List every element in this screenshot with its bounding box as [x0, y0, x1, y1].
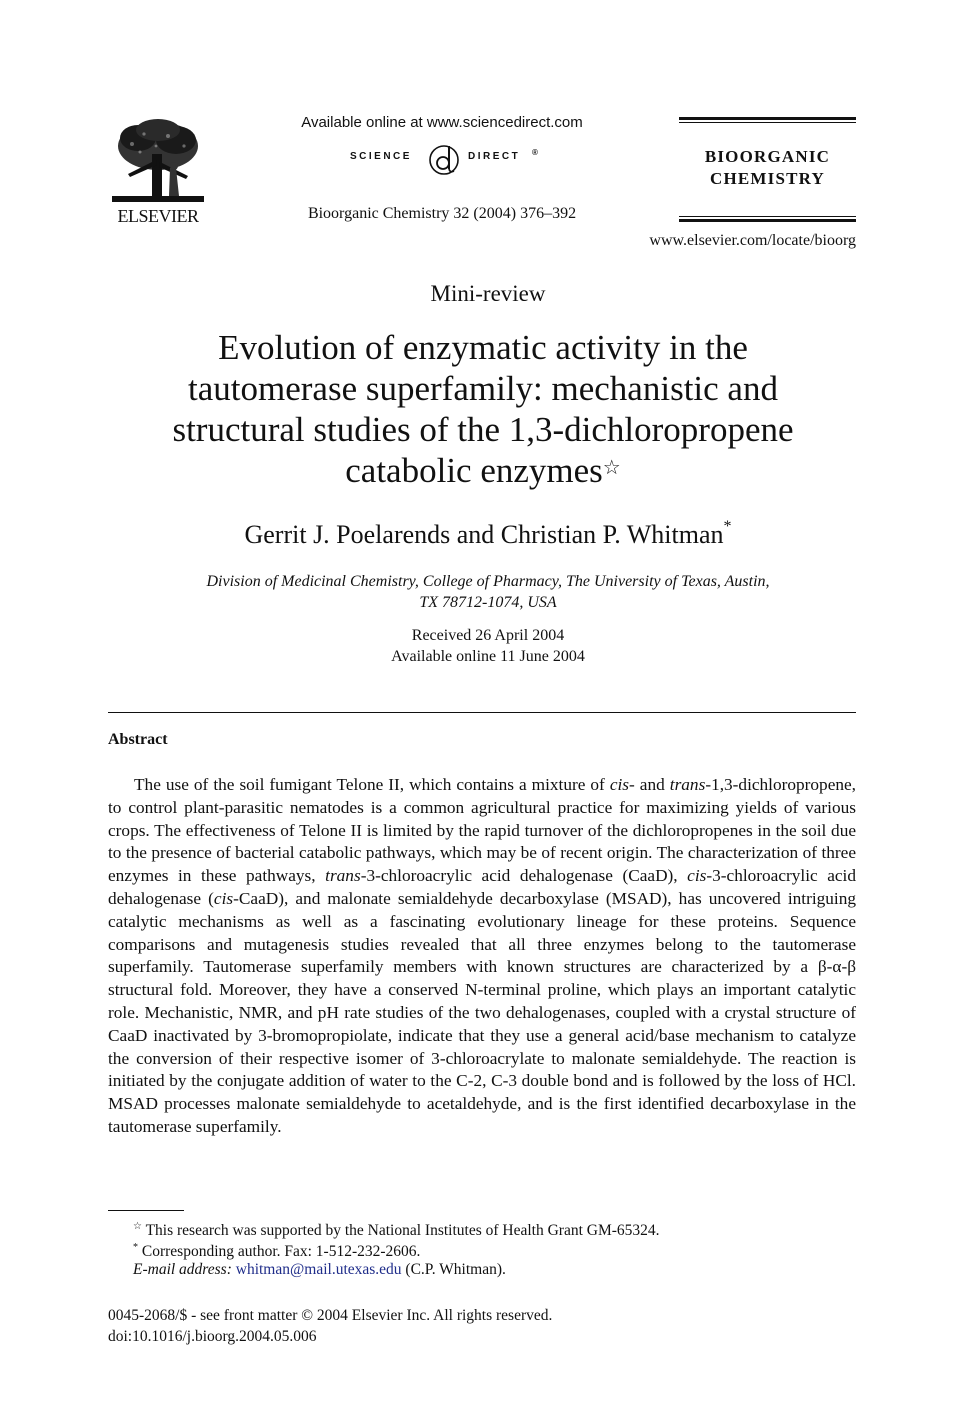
email-label: E-mail address:: [133, 1261, 232, 1278]
title-line: structural studies of the 1,3-dichloropropene: [172, 410, 794, 449]
journal-brand-line2: CHEMISTRY: [709, 169, 826, 188]
affiliation-line2: TX 78712-1074, USA: [419, 594, 557, 611]
sciencedirect-left-word: SCIENCE: [350, 151, 412, 162]
received-date: Received 26 April 2004: [411, 627, 565, 644]
email-link[interactable]: whitman@mail.utexas.edu: [235, 1261, 402, 1278]
sciencedirect-logo: [330, 138, 550, 178]
article-type: Mini-review: [430, 281, 546, 306]
title-line: Evolution of enzymatic activity in the: [218, 328, 748, 367]
footnote-star-icon: ☆: [133, 1221, 142, 1232]
availability-line[interactable]: Available online at www.sciencedirect.com: [301, 114, 583, 131]
registered-mark: ®: [532, 148, 538, 157]
copyright-block: [108, 1305, 856, 1347]
affiliation: [120, 571, 856, 613]
copyright-line: 0045-2068/$ - see front matter © 2004 Elsevier Inc. All rights reserved.: [108, 1307, 553, 1324]
corresponding-author-mark[interactable]: *: [723, 518, 732, 535]
brand-bottom-rule: [679, 219, 856, 222]
sciencedirect-d-icon: [426, 140, 464, 183]
author-list: [0, 520, 976, 550]
footnote-asterisk-mark: *: [133, 1242, 138, 1253]
abstract-heading: Abstract: [108, 731, 168, 748]
footnote-rule: [108, 1210, 184, 1211]
title-line: catabolic enzymes: [345, 451, 603, 490]
abstract-body: The use of the soil fumigant Telone II, which contains a mixture of cis- and trans-1,3-dichloropropene, to control plant-parasitic nematodes is a common agricultural practice for maximizing yields of various crops. The effectiveness of Telone II is limited by the rapid turnover of the dichloropropenes in the soil due to the presence of bacterial catabolic pathways, which may be of recent origin. The characterization of three enzymes in these pathways, trans-3-chloroacrylic acid dehalogenase (CaaD), cis-3-chloroacrylic acid dehalogenase (cis-CaaD), and malonate semialdehyde decarboxylase (MSAD), has uncovered intriguing catalytic mechanisms as well as a fascinating evolutionary lineage for these proteins. Sequence comparisons and mutagenesis studies revealed that all three enzymes belong to the tautomerase superfamily. Tautomerase superfamily members with known structures are characterized by a β-α-β structural fold. Moreover, they have a conserved N-terminal proline, which plays an important catalytic role. Mechanistic, NMR, and pH rate studies of the two dehalogenases, coupled with a crystal structure of CaaD inactivated by 3-bromopropiolate, indicate that they use a general acid/base mechanism to catalyze the conversion of their respective isomer of 3-chloroacrylate to malonate semialdehyde. The reaction is initiated by the conjugate addition of water to the C-2, C-3 double bond and is followed by the loss of HCl. MSAD processes malonate semialdehyde to acetaldehyde, and is the first identified decarboxylase in the tautomerase superfamily.: [108, 775, 857, 1136]
sciencedirect-right-word: DIRECT: [468, 151, 521, 162]
authors: Gerrit J. Poelarends and Christian P. Whitman: [244, 520, 724, 549]
title-line: tautomerase superfamily: mechanistic and: [188, 369, 778, 408]
journal-brand-line1: BIOORGANIC: [704, 147, 831, 166]
journal-brand: [679, 146, 856, 190]
footnote-corresponding: * Corresponding author. Fax: 1-512-232-2606.: [133, 1242, 421, 1261]
available-online-date: Available online 11 June 2004: [391, 648, 585, 665]
footnote-funding: ☆ This research was supported by the National Institutes of Health Grant GM-65324.: [133, 1221, 660, 1240]
email-owner: (C.P. Whitman).: [405, 1261, 506, 1278]
article-title: [130, 327, 836, 491]
brand-bottom-rule-thin: [679, 216, 856, 217]
article-dates: [0, 625, 976, 667]
journal-reference: Bioorganic Chemistry 32 (2004) 376–392: [307, 205, 577, 222]
brand-top-rule-thin: [679, 122, 856, 123]
title-footnote-star-icon[interactable]: ☆: [602, 457, 621, 479]
publisher-name: ELSEVIER: [117, 206, 199, 226]
brand-top-rule: [679, 117, 856, 120]
doi-line[interactable]: doi:10.1016/j.bioorg.2004.05.006: [108, 1328, 317, 1345]
section-divider: [108, 712, 856, 713]
footnote-email: [133, 1259, 853, 1280]
journal-url[interactable]: www.elsevier.com/locate/bioorg: [649, 232, 856, 249]
affiliation-line1: Division of Medicinal Chemistry, College of Pharmacy, The University of Texas, Austin,: [206, 573, 770, 590]
